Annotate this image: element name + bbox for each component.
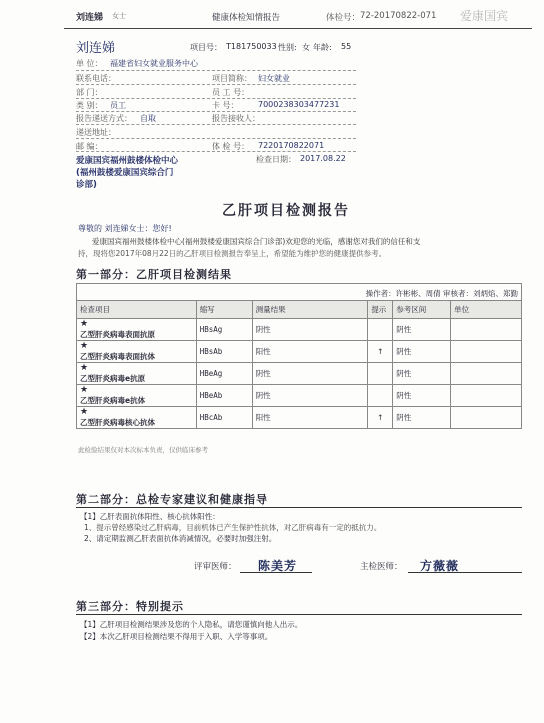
report-title: 乙肝项目检测报告 bbox=[222, 203, 350, 219]
cell-hint bbox=[368, 319, 393, 341]
col-header-abbr: 缩写 bbox=[196, 301, 252, 319]
center-name-line3: 诊部) bbox=[76, 180, 97, 190]
divider bbox=[76, 98, 356, 99]
item-name: 乙型肝炎病毒表面抗原 bbox=[80, 329, 155, 339]
exam-date-label: 检查日期： bbox=[256, 155, 296, 164]
center-name-line2: (福州鼓楼爱康国宾综合门 bbox=[76, 168, 174, 178]
table-row bbox=[77, 363, 522, 385]
staff-no-label: 员 工 号： bbox=[212, 88, 250, 97]
table-row bbox=[77, 385, 522, 407]
age-value: 55 bbox=[341, 42, 352, 51]
table-footnote: 此检验结果仅对本次标本负责，仅供临床参考 bbox=[78, 446, 208, 454]
header-report-title: 健康体检知情报告 bbox=[212, 13, 281, 23]
chief-signature-line bbox=[408, 572, 522, 573]
col-header-result: 测量结果 bbox=[252, 301, 368, 319]
cell-result: 阳性 bbox=[252, 407, 368, 429]
notice-item2: 【2】本次乙肝项目检测结果不得用于入职、入学等事项。 bbox=[80, 632, 273, 641]
cell-ref: 阴性 bbox=[393, 385, 451, 407]
item-name: 乙型肝炎病毒表面抗体 bbox=[80, 351, 155, 361]
intro-line1: 爱康国宾福州鼓楼体检中心(福州鼓楼爱康国宾综合门诊部)欢迎您的光临，感谢您对我们的信任和支 bbox=[92, 237, 421, 246]
dept-label: 部 门： bbox=[76, 88, 103, 97]
reviewer-label: 评审医师： bbox=[194, 562, 237, 572]
table-header-row bbox=[77, 301, 522, 319]
star-icon: ★ bbox=[80, 362, 89, 373]
gender-label: 性别: bbox=[278, 43, 297, 52]
gender-value: 女 bbox=[302, 43, 310, 52]
cell-result: 阳性 bbox=[252, 341, 368, 363]
divider bbox=[76, 151, 356, 152]
part3-rule bbox=[76, 614, 522, 615]
advice-item1b: 2、请定期监测乙肝表面抗体消减情况，必要时加强注射。 bbox=[84, 534, 277, 543]
chief-label: 主检医师： bbox=[360, 562, 403, 572]
divider bbox=[76, 111, 356, 112]
chief-signature: 方薇薇 bbox=[420, 559, 460, 573]
category-value: 员工 bbox=[110, 101, 126, 110]
item-name: 乙型肝炎病毒核心抗体 bbox=[80, 417, 155, 427]
col-header-item: 检查项目 bbox=[77, 301, 197, 319]
exam-date-value: 2017.08.22 bbox=[300, 154, 346, 163]
card-value: 7000238303477231 bbox=[258, 100, 340, 109]
results-table bbox=[76, 300, 522, 429]
category-label: 类 别： bbox=[76, 101, 103, 110]
project-abbr-label: 项目简称： bbox=[212, 74, 252, 83]
unit-label: 单 位： bbox=[76, 59, 103, 68]
divider bbox=[76, 124, 356, 125]
card-label: 卡 号： bbox=[212, 101, 239, 110]
cell-ref: 阴性 bbox=[393, 319, 451, 341]
cell-hint bbox=[368, 385, 393, 407]
project-no: T181750033 bbox=[226, 42, 277, 51]
part2-rule bbox=[76, 507, 522, 508]
part1-heading: 第一部分：乙肝项目检测结果 bbox=[76, 268, 232, 281]
cell-ref: 阴性 bbox=[393, 407, 451, 429]
age-label: 年龄: bbox=[313, 43, 332, 52]
exam-no-value-2: 7220170822071 bbox=[258, 141, 325, 150]
star-icon: ★ bbox=[80, 384, 89, 395]
star-icon: ★ bbox=[80, 340, 89, 351]
cell-abbr: HBcAb bbox=[196, 407, 252, 429]
cell-item bbox=[77, 363, 197, 385]
greeting: 尊敬的 刘连娣女士：您好! bbox=[78, 224, 172, 233]
delivery-label: 报告递送方式： bbox=[76, 114, 132, 123]
cell-ref: 阴性 bbox=[393, 341, 451, 363]
header-exam-no-label: 体检号： bbox=[326, 13, 361, 23]
cell-unit bbox=[451, 341, 522, 363]
part3-heading: 第三部分：特别提示 bbox=[76, 600, 184, 613]
cell-hint: ↑ bbox=[368, 407, 393, 429]
cell-abbr: HBsAb bbox=[196, 341, 252, 363]
notice-item1: 【1】乙肝项目检测结果涉及您的个人隐私，请您谨慎向他人出示。 bbox=[80, 620, 303, 629]
cell-abbr: HBsAg bbox=[196, 319, 252, 341]
receiver-label: 报告接收人： bbox=[212, 114, 260, 123]
header-exam-no: 72-20170822-071 bbox=[360, 11, 437, 21]
operators-text: 操作者：许彬彬、周倩 审核者：刘炳焰、郑勤 bbox=[365, 289, 518, 298]
cell-item bbox=[77, 385, 197, 407]
divider bbox=[76, 84, 356, 85]
reviewer-signature-line bbox=[240, 572, 312, 573]
project-no-label: 项目号： bbox=[190, 43, 222, 52]
postcode-label: 邮 编： bbox=[76, 142, 103, 151]
star-icon: ★ bbox=[80, 318, 89, 329]
address-label: 递送地址： bbox=[76, 128, 116, 137]
project-abbr-value: 妇女就业 bbox=[258, 74, 290, 83]
cell-result: 阴性 bbox=[252, 319, 368, 341]
reviewer-signature: 陈美芳 bbox=[258, 559, 298, 573]
delivery-value: 自取 bbox=[140, 114, 156, 123]
item-name: 乙型肝炎病毒e抗原 bbox=[80, 373, 146, 383]
cell-hint: ↑ bbox=[368, 341, 393, 363]
cell-unit bbox=[451, 407, 522, 429]
header-name: 刘连娣 bbox=[76, 13, 104, 23]
star-icon: ★ bbox=[80, 406, 89, 417]
cell-item bbox=[77, 407, 197, 429]
table-row bbox=[77, 319, 522, 341]
col-header-hint: 提示 bbox=[368, 301, 393, 319]
cell-abbr: HBeAb bbox=[196, 385, 252, 407]
cell-result: 阴性 bbox=[252, 385, 368, 407]
cell-item bbox=[77, 319, 197, 341]
divider bbox=[76, 70, 356, 71]
cell-abbr: HBeAg bbox=[196, 363, 252, 385]
divider bbox=[76, 138, 356, 139]
advice-item1: 【1】乙肝表面抗体阳性、核心抗体阳性： bbox=[80, 512, 220, 521]
advice-item1a: 1、提示曾经感染过乙肝病毒，目前机体已产生保护性抗体，对乙肝病毒有一定的抵抗力。 bbox=[84, 523, 382, 532]
unit-value: 福建省妇女就业服务中心 bbox=[110, 59, 198, 68]
exam-no-label-2: 体 检 号： bbox=[212, 142, 250, 151]
item-name: 乙型肝炎病毒e抗体 bbox=[80, 395, 146, 405]
cell-ref: 阴性 bbox=[393, 363, 451, 385]
brand-logo-text: 爱康国宾 bbox=[460, 9, 509, 23]
cell-result: 阴性 bbox=[252, 363, 368, 385]
col-header-ref: 参考区间 bbox=[393, 301, 451, 319]
operators-bar bbox=[76, 283, 522, 300]
cell-unit bbox=[451, 363, 522, 385]
patient-name: 刘连娣 bbox=[76, 41, 116, 56]
header-gender: 女士 bbox=[112, 12, 126, 20]
col-header-unit: 单位 bbox=[451, 301, 522, 319]
part2-heading: 第二部分：总检专家建议和健康指导 bbox=[76, 493, 268, 506]
cell-unit bbox=[451, 385, 522, 407]
center-name-line1: 爱康国宾福州鼓楼体检中心 bbox=[76, 156, 179, 166]
cell-hint bbox=[368, 363, 393, 385]
phone-label: 联系电话： bbox=[76, 74, 116, 83]
table-row bbox=[77, 407, 522, 429]
cell-unit bbox=[451, 319, 522, 341]
cell-item bbox=[77, 341, 197, 363]
table-row bbox=[77, 341, 522, 363]
intro-line2: 持，现将您2017年08月22日的乙肝项目检测报告奉呈上，希望能为维护您的健康提供参考。 bbox=[78, 249, 387, 258]
header-rule bbox=[64, 28, 532, 29]
